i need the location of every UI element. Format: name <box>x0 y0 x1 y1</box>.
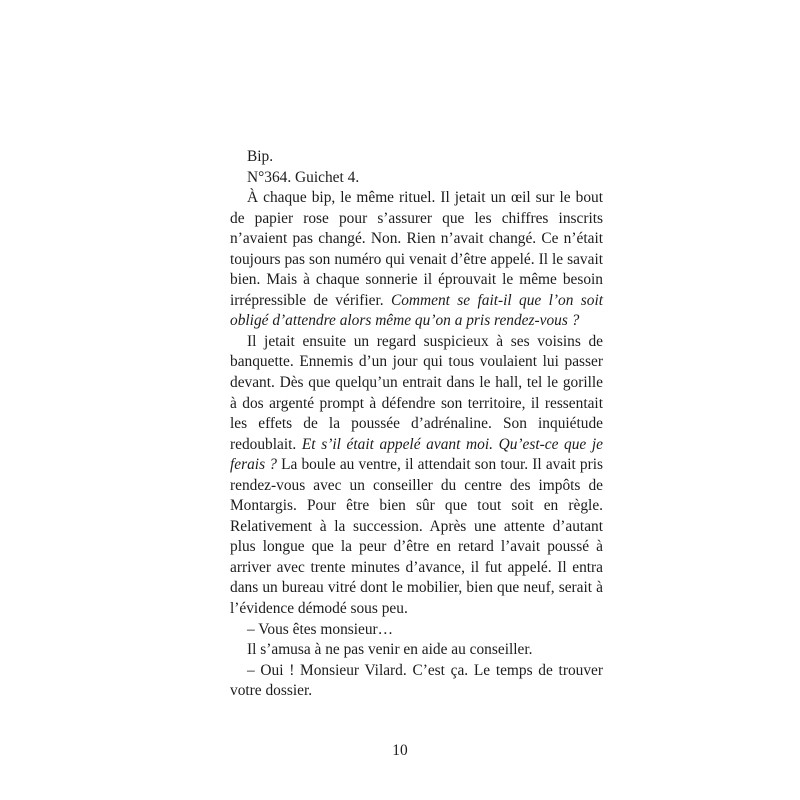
inner-thought: Comment se fait-il que l’on soit obligé d’attendre alors même qu’on a pris rendez-vous ? <box>230 291 603 330</box>
paragraph-ticket-number <box>230 168 603 189</box>
paragraph-waiting-room <box>230 332 603 620</box>
paragraph-ritual <box>230 188 603 332</box>
paragraph-text: À chaque bip, le même rituel. Il jetait un œil sur le bout de papier rose pour s’assurer que les chiffres inscrits n’avaient pas changé. Non. Rien n’avait changé. Ce n’était toujours pas son numéro qui venait d’être appelé. Il le savait bien. Mais à chaque sonnerie il éprouvait le même besoin irrépressible de vérifier. <box>230 189 603 309</box>
paragraph-text: Il jetait ensuite un regard suspicieux à ses voisins de banquette. Ennemis d’un jour qui tous voulaient lui passer devant. Dès que quelqu’un entrait dans le hall, tel le gorille à dos argenté prompt à défendre son territoire, il ressentait les effets de la poussée d’adrénaline. Son inquiétude redoublait. <box>230 332 603 453</box>
paragraph-narration <box>230 640 603 661</box>
paragraph-text: – Oui ! Monsieur Vilard. C’est ça. Le temps de trouver votre dossier. <box>230 661 603 700</box>
dialogue-line <box>230 661 603 702</box>
paragraph-bip <box>230 147 603 168</box>
paragraph-text-continued: La boule au ventre, il attendait son tour. Il avait pris rendez-vous avec un conseiller du centre des impôts de Montargis. Pour être bien sûr que tout soit en règle. Relativement à la succession. Après une attente d’autant plus longue que la peur d’être en retard l’avait poussé à arriver avec trente minutes d’avance, il fut appelé. Il entra dans un bureau vitré dont le mobilier, bien que neuf, serait à l’évidence démodé sous peu. <box>230 456 604 618</box>
body-text <box>230 147 603 702</box>
paragraph-text: – Vous êtes monsieur… <box>247 620 394 638</box>
dialogue-line <box>230 620 603 641</box>
paragraph-text: N°364. Guichet 4. <box>247 168 360 186</box>
paragraph-text: Bip. <box>247 148 274 165</box>
paragraph-text: Il s’amusa à ne pas venir en aide au conseiller. <box>247 641 533 659</box>
inner-thought: Et s’il était appelé avant moi. Qu’est-ce que je ferais ? <box>230 435 604 474</box>
page-number: 10 <box>392 742 408 759</box>
